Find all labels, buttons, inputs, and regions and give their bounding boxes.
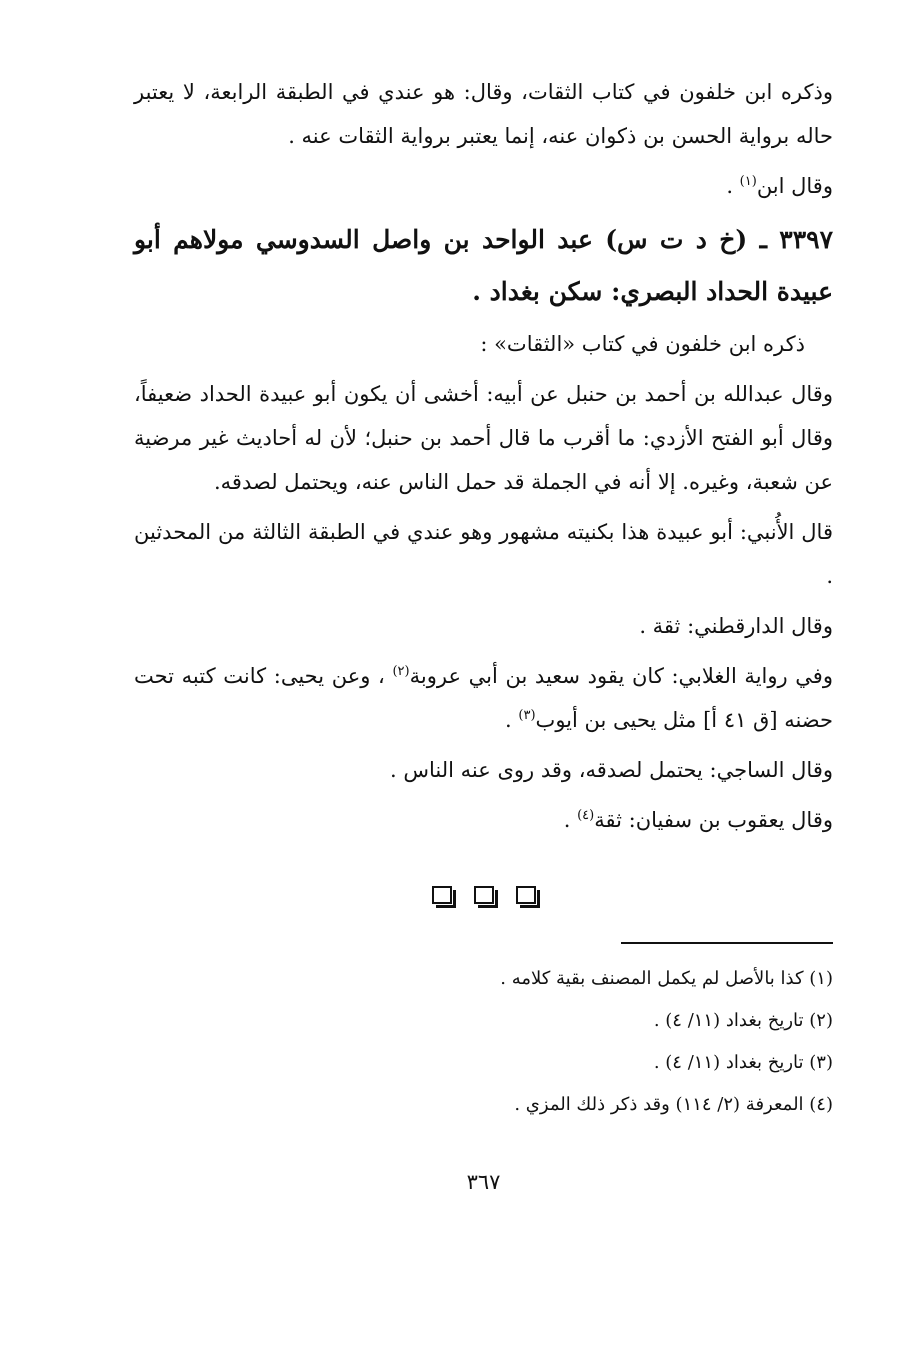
paragraph-5: قال الأُنبي: أبو عبيدة هذا بكنيته مشهور وهو عندي في الطبقة الثالثة من المحدثين . (134, 520, 833, 588)
footnote-rule (621, 942, 833, 944)
square-ornament-icon (474, 886, 494, 904)
paragraph-3: ذكره ابن خلفون في كتاب «الثقات» : (480, 332, 805, 356)
square-ornament-icon (432, 886, 452, 904)
paragraph-7-b: ، وعن يحيى: كانت كتبه تحت حضنه [ق ٤١ أ] مثل يحيى بن أيوب (134, 664, 833, 732)
paragraph-8: وقال الساجي: يحتمل لصدقه، وقد روى عنه الناس . (390, 758, 833, 782)
page-number: ٣٦٧ (466, 1170, 501, 1194)
entry-heading: ٣٣٩٧ ـ (خ د ت س) عبد الواحد بن واصل السدوسي مولاهم أبو عبيدة الحداد البصري: سكن بغداد . (134, 225, 833, 306)
paragraph-7-c: . (505, 708, 519, 732)
footnote-2: (٢) تاريخ بغداد (١١/ ٤) . (653, 1010, 833, 1031)
paragraph-9-b: . (563, 808, 578, 832)
square-ornament-icon (516, 886, 536, 904)
footnote-ref-4: (٤) (577, 808, 595, 823)
footnote-1: (١) كذا بالأصل لم يكمل المصنف بقية كلامه . (500, 968, 833, 989)
footnote-ref-2: (٢) (392, 664, 410, 679)
paragraph-2-text: وقال ابن (756, 174, 833, 198)
footnote-3: (٣) تاريخ بغداد (١١/ ٤) . (653, 1052, 833, 1073)
paragraph-4: وقال عبدالله بن أحمد بن حنبل عن أبيه: أخشى أن يكون أبو عبيدة الحداد ضعيفاً، وقال أبو الفتح الأزدي: ما أقرب ما قال أحمد بن حنبل؛ لأن له أحاديث غير مرضية عن شعبة، وغيره. إلا أنه في الجملة قد حمل الناس عنه، ويحتمل لصدقه. (134, 382, 833, 494)
paragraph-2-tail: . (726, 174, 740, 198)
paragraph-2 (134, 164, 833, 208)
paragraph-7-a: وفي رواية الغلابي: كان يقود سعيد بن أبي عروبة (409, 664, 833, 688)
paragraph-7 (134, 654, 833, 742)
section-divider (134, 886, 833, 904)
paragraph-9 (134, 798, 833, 842)
paragraph-1: وذكره ابن خلفون في كتاب الثقات، وقال: هو عندي في الطبقة الرابعة، لا يعتبر حاله برواية الحسن بن ذكوان عنه، إنما يعتبر برواية الثقات عنه . (134, 80, 833, 148)
paragraph-9-a: وقال يعقوب بن سفيان: ثقة (594, 808, 833, 832)
footnote-ref-1: (١) (739, 174, 757, 189)
footnote-4: (٤) المعرفة (٢/ ١١٤) وقد ذكر ذلك المزي . (514, 1094, 833, 1115)
paragraph-6: وقال الدارقطني: ثقة . (639, 614, 833, 638)
footnote-ref-3: (٣) (518, 708, 536, 723)
